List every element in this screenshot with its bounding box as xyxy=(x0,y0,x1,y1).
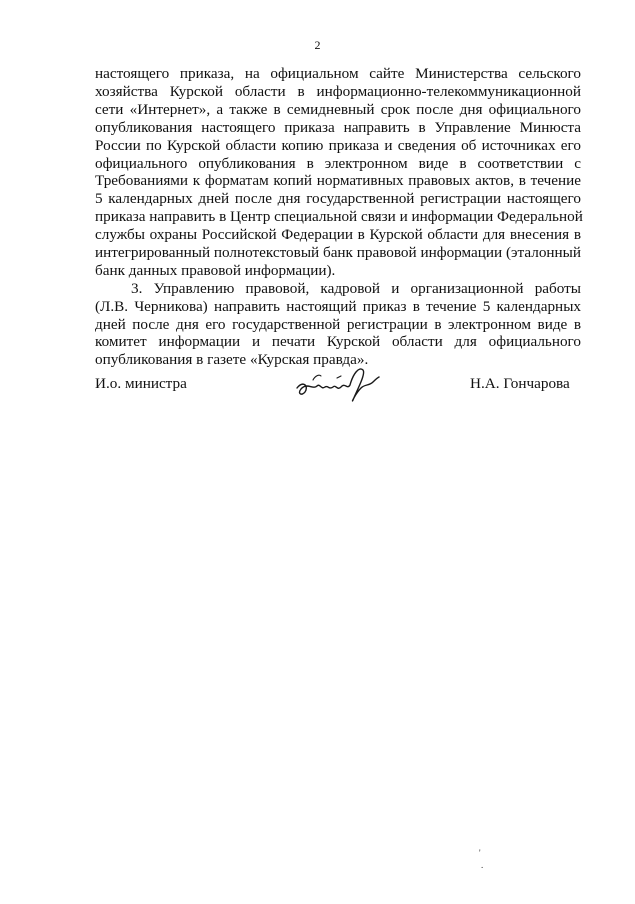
body-line: опубликования настоящего приказа направить в Управление Минюста xyxy=(95,119,581,136)
paragraph-3-first-line: 3. Управлению правовой, кадровой и организационной работы xyxy=(131,280,581,297)
position-title: И.о. министра xyxy=(95,375,187,392)
signer-name: Н.А. Гончарова xyxy=(470,375,570,392)
body-line: опубликования в газете «Курская правда». xyxy=(95,351,369,368)
body-line: приказа направить в Центр специальной связи и информации Федеральной xyxy=(95,208,583,225)
body-line: официального опубликования в электронном виде в соответствии с xyxy=(95,155,581,172)
body-line: дней после дня его государственной регистрации в электронном виде в xyxy=(95,316,581,333)
body-line: России по Курской области копию приказа и сведения об источниках его xyxy=(95,137,581,154)
handwritten-signature xyxy=(293,360,383,406)
body-line: 5 календарных дней после дня государственной регистрации настоящего xyxy=(95,190,581,207)
body-line: (Л.В. Черникова) направить настоящий приказ в течение 5 календарных xyxy=(95,298,581,315)
scan-mark: ' xyxy=(479,848,481,858)
body-line: сети «Интернет», а также в семидневный срок после дня официального xyxy=(95,101,581,118)
page-number: 2 xyxy=(314,38,321,52)
body-line: службы охраны Российской Федерации в Курской области для внесения в xyxy=(95,226,581,243)
body-line: комитет информации и печати Курской области для официального xyxy=(95,333,581,350)
body-line: настоящего приказа, на официальном сайте Министерства сельского xyxy=(95,65,581,82)
body-line: интегрированный полнотекстовый банк правовой информации (эталонный xyxy=(95,244,581,261)
body-line: банк данных правовой информации). xyxy=(95,262,336,279)
body-line: хозяйства Курской области в информационно-телекоммуникационной xyxy=(95,83,581,100)
scan-mark: . xyxy=(481,860,484,870)
body-line: Требованиями к форматам копий нормативных правовых актов, в течение xyxy=(95,172,581,189)
